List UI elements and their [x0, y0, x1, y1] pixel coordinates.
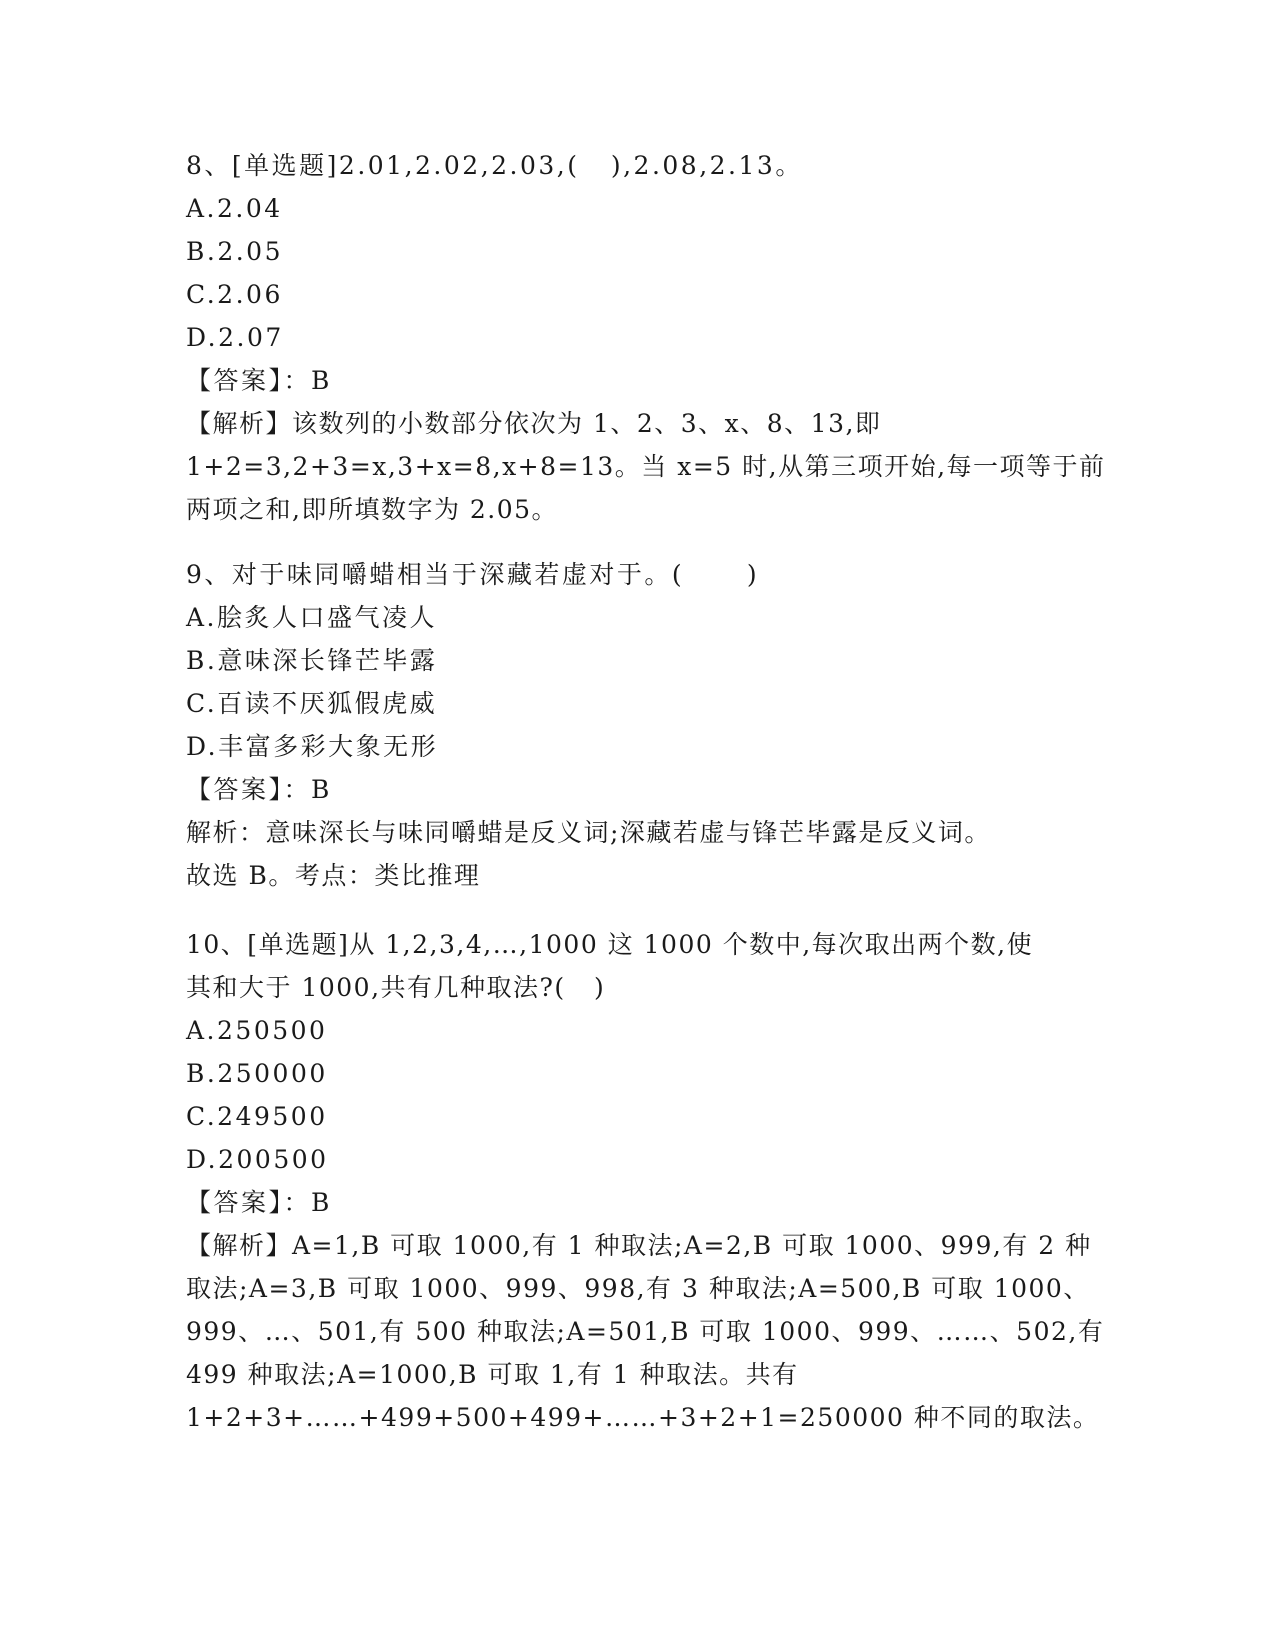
analysis-line: 故选 B。考点：类比推理 — [186, 861, 481, 890]
analysis-line: 两项之和,即所填数字为 2.05。 — [186, 495, 559, 524]
analysis-line: 【解析】A=1,B 可取 1000,有 1 种取法;A=2,B 可取 1000、999,有 2 种 — [186, 1231, 1092, 1260]
question-stem: 8、[单选题]2.01,2.02,2.03,( ),2.08,2.13。 — [186, 151, 803, 180]
question-stem: 10、[单选题]从 1,2,3,4,…,1000 这 1000 个数中,每次取出两个数,使 — [186, 930, 1034, 959]
question-10 — [186, 923, 1105, 1439]
option-a: A.脍炙人口盛气凌人 — [186, 603, 438, 632]
question-8 — [186, 144, 1106, 531]
option-d: D.200500 — [186, 1145, 329, 1174]
option-d: D.丰富多彩大象无形 — [186, 732, 439, 761]
answer-line: 【答案】：B — [186, 1188, 332, 1217]
answer-line: 【答案】：B — [186, 775, 332, 804]
question-stem: 其和大于 1000,共有几种取法?( ) — [186, 973, 606, 1002]
analysis-line: 999、…、501,有 500 种取法;A=501,B 可取 1000、999、……、502,有 — [186, 1317, 1105, 1346]
option-a: A.250500 — [186, 1016, 328, 1045]
option-c: C.249500 — [186, 1102, 328, 1131]
option-c: C.2.06 — [186, 280, 283, 309]
option-b: B.意味深长锋芒毕露 — [186, 646, 438, 675]
analysis-line: 1+2+3+……+499+500+499+……+3+2+1=250000 种不同的取法。 — [186, 1403, 1100, 1432]
analysis-line: 取法;A=3,B 可取 1000、999、998,有 3 种取法;A=500,B 可取 1000、 — [186, 1274, 1090, 1303]
analysis-line: 解析：意味深长与味同嚼蜡是反义词;深藏若虚与锋芒毕露是反义词。 — [186, 818, 991, 847]
question-stem: 9、对于味同嚼蜡相当于深藏若虚对于。( ) — [186, 560, 760, 589]
option-d: D.2.07 — [186, 323, 284, 352]
option-c: C.百读不厌狐假虎威 — [186, 689, 438, 718]
option-a: A.2.04 — [186, 194, 283, 223]
analysis-line: 【解析】该数列的小数部分依次为 1、2、3、x、8、13,即 — [186, 409, 882, 438]
option-b: B.2.05 — [186, 237, 283, 266]
question-9 — [186, 553, 1086, 897]
analysis-line: 499 种取法;A=1000,B 可取 1,有 1 种取法。共有 — [186, 1360, 799, 1389]
option-b: B.250000 — [186, 1059, 328, 1088]
answer-line: 【答案】：B — [186, 366, 332, 395]
analysis-line: 1+2=3,2+3=x,3+x=8,x+8=13。当 x=5 时,从第三项开始,每一项等于前 — [186, 452, 1106, 481]
